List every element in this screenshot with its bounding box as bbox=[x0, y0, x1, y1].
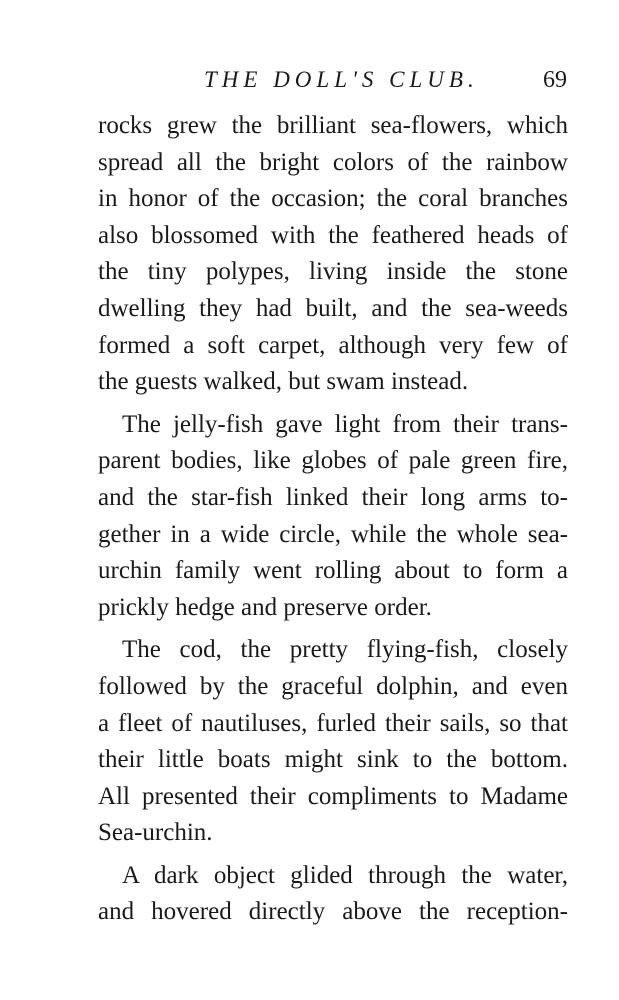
text-line: dwelling they had built, and the sea-weeds bbox=[98, 294, 568, 322]
page-number: 69 bbox=[543, 67, 567, 93]
text-line: formed a soft carpet, although very few of bbox=[98, 331, 568, 359]
text-line: parent bodies, like globes of pale green fire, bbox=[98, 447, 568, 475]
text-line: The cod, the pretty flying-fish, closely bbox=[122, 636, 568, 664]
paragraph-2 bbox=[98, 407, 568, 627]
text-line: gether in a wide circle, while the whole sea- bbox=[98, 520, 568, 548]
text-line: their little boats might sink to the bottom. bbox=[98, 746, 568, 774]
text-line: in honor of the occasion; the coral branches bbox=[98, 185, 568, 213]
text-line: a fleet of nautiluses, furled their sails, so that bbox=[98, 709, 568, 737]
text-line: Sea-urchin. bbox=[98, 819, 213, 847]
text-line: urchin family went rolling about to form a bbox=[98, 557, 568, 585]
paragraph-4 bbox=[98, 858, 568, 931]
text-line: the tiny polypes, living inside the stone bbox=[98, 258, 568, 286]
body-text bbox=[98, 108, 568, 931]
text-line: All presented their compliments to Madame bbox=[98, 782, 568, 810]
text-line: prickly hedge and preserve order. bbox=[98, 593, 432, 621]
paragraph-3 bbox=[98, 632, 568, 852]
text-line: followed by the graceful dolphin, and even bbox=[98, 672, 568, 700]
text-line: A dark object glided through the water, bbox=[122, 861, 568, 889]
text-line: the guests walked, but swam instead. bbox=[98, 368, 469, 396]
text-line: The jelly-fish gave light from their trans- bbox=[122, 410, 568, 438]
text-line: and the star-fish linked their long arms to- bbox=[98, 483, 568, 511]
text-line: rocks grew the brilliant sea-flowers, which bbox=[98, 112, 568, 139]
page-header bbox=[0, 62, 619, 98]
text-line: and hovered directly above the reception- bbox=[98, 898, 568, 926]
text-line: spread all the bright colors of the rainbow bbox=[98, 148, 568, 176]
running-title: THE DOLL'S CLUB. bbox=[204, 67, 479, 92]
paragraph-1 bbox=[98, 108, 568, 401]
text-line: also blossomed with the feathered heads of bbox=[98, 221, 568, 249]
